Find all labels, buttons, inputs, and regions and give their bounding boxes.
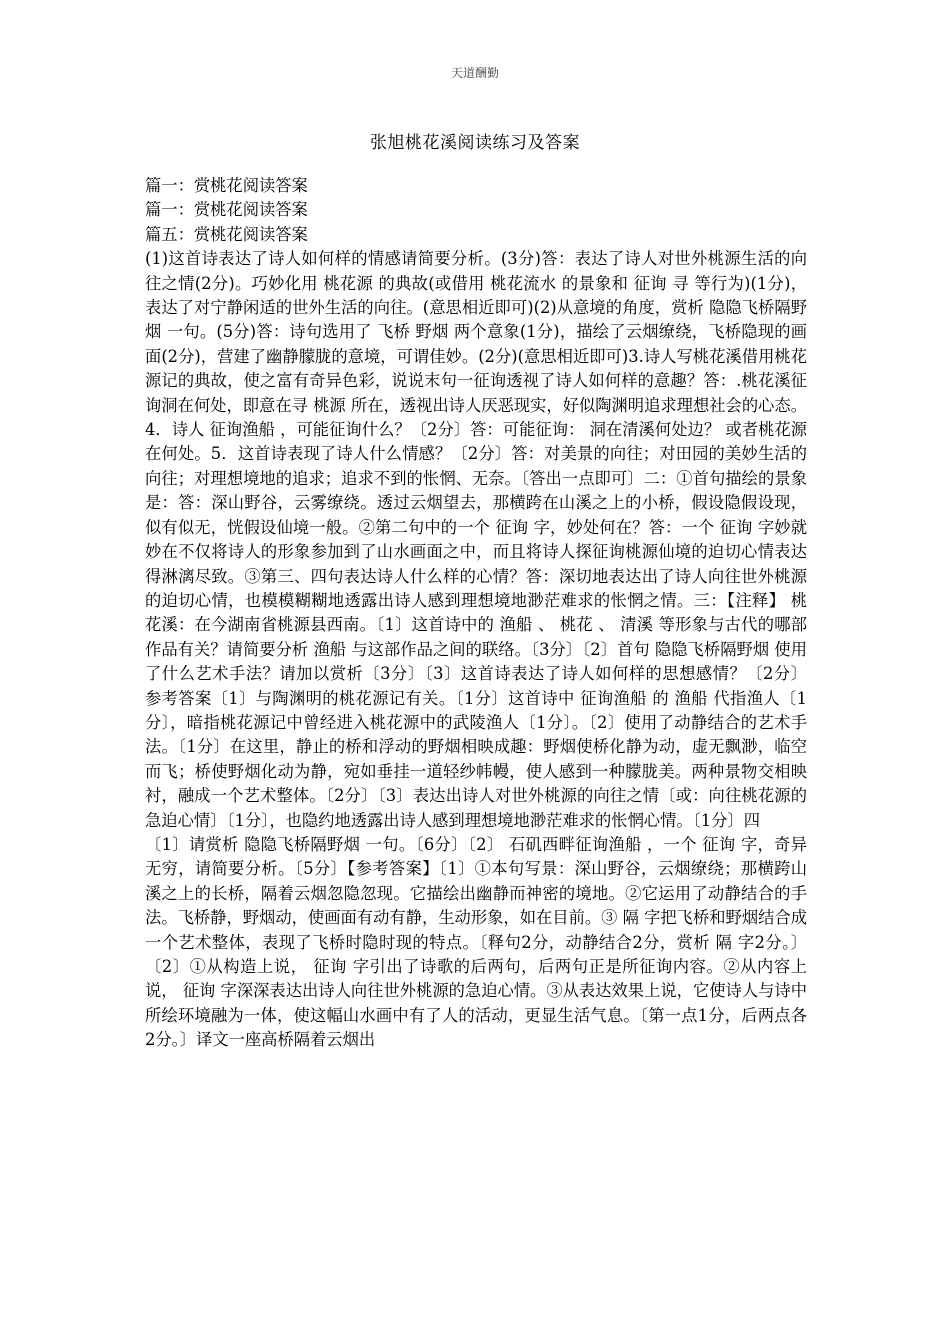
document-body xyxy=(145,174,807,1053)
section-heading: 篇五：赏桃花阅读答案 xyxy=(145,224,308,244)
body-paragraph: 〔1〕请赏析 隐隐飞桥隔野烟 一句。〔6分〕〔2〕 石矶西畔征询渔船 ，一个 征询 字，奇异无穷，请简要分析。〔5分〕【参考答案】〔1〕①本句写景：深山野谷，云烟缭绕；那横跨山溪之上的长桥，隔着云烟忽隐忽现。它描绘出幽静而神密的境地。②它运用了动静结合的手法。飞桥静，野烟动，使画面有动有静，生动形象，如在目前。③ 隔 字把飞桥和野烟结合成一个艺术整体，表现了飞桥时隐时现的特点。〔释句2分，动静结合2分，赏析 隔 字2分。〕〔2〕①从构造上说， 征询 字引出了诗歌的后两句，后两句正是所征询内容。②从内容上说， 征询 字深深表达出诗人向往世外桃源的急迫心情。③从表达效果上说，它使诗人与诗中所绘环境融为一体，使这幅山水画中有了人的活动，更显生活气息。〔第一点1分，后两点各2分。〕译文一座高桥隔着云烟出 xyxy=(145,834,807,1050)
document-title: 张旭桃花溪阅读练习及答案 xyxy=(370,133,580,153)
running-header: 天道酬勤 xyxy=(450,66,499,80)
section-heading: 篇一：赏桃花阅读答案 xyxy=(145,200,308,220)
section-heading: 篇一：赏桃花阅读答案 xyxy=(145,176,308,195)
body-paragraph: (1)这首诗表达了诗人如何样的情感请简要分析。(3分)答：表达了诗人对世外桃源生活的向往之情(2分)。巧妙化用 桃花源 的典故(或借用 桃花流水 的景象和 征询 寻 等行为)(1分)，表达了对宁静闲适的世外生活的向往。(意思相近即可)(2)从意境的角度，赏析 隐隐飞桥隔野烟 一句。(5分)答：诗句选用了 飞桥 野烟 两个意象(1分)，描绘了云烟缭绕，飞桥隐现的画面(2分)，营建了幽静朦胧的意境，可谓佳妙。(2分)(意思相近即可)3.诗人写桃花溪借用桃花源记的典故，使之富有奇异色彩，说说末句一征询透视了诗人如何样的意趣？答：.桃花溪征询洞在何处，即意在寻 桃源 所在，透视出诗人厌恶现实，好似陶渊明追求理想社会的心态。4．诗人 征询渔船 ，可能征询什么？〔2分〕答：可能征询： 洞在清溪何处边？ 或者桃花源在何处。5．这首诗表现了诗人什么情感？〔2分〕答：对美景的向往；对田园的美妙生活的向往；对理想境地的追求；追求不到的怅惘、无奈。〔答出一点即可〕二：①首句描绘的景象是：答：深山野谷，云雾缭绕。透过云烟望去，那横跨在山溪之上的小桥，假设隐假设现，似有似无，恍假设仙境一般。②第二句中的一个 征询 字，妙处何在？答：一个 征询 字妙就妙在不仅将诗人的形象参加到了山水画面之中，而且将诗人探征询桃源仙境的迫切心情表达得淋漓尽致。③第三、四句表达诗人什么样的心情？答：深切地表达出了诗人向往世外桃源的迫切心情，也模模糊糊地透露出诗人感到理想境地渺茫难求的怅惘之情。三：【注释】 桃花溪：在今湖南省桃源县西南。〔1〕这首诗中的 渔船 、 桃花 、 清溪 等形象与古代的哪部作品有关？请简要分析 渔船 与这部作品之间的联络。〔3分〕〔2〕首句 隐隐飞桥隔野烟 使用了什么艺术手法？请加以赏析〔3分〕〔3〕这首诗表达了诗人如何样的思想感情？〔2分〕 参考答案〔1〕与陶渊明的桃花源记有关。〔1分〕这首诗中 征询渔船 的 渔船 代指渔人〔1分〕，暗指桃花源记中曾经进入桃花源中的武陵渔人〔1分〕。〔2〕使用了动静结合的艺术手法。〔1分〕在这里，静止的桥和浮动的野烟相映成趣：野烟使桥化静为动，虚无飘渺，临空而飞；桥使野烟化动为静，宛如垂挂一道轻纱帏幔，使人感到一种朦胧美。两种景物交相映衬，融成一个艺术整体。〔2分〕〔3〕表达出诗人对世外桃源的向往之情〔或：向往桃花源的急迫心情〕〔1分〕，也隐约地透露出诗人感到理想境地渺茫难求的怅惘心情。〔1分〕四 xyxy=(145,249,807,830)
